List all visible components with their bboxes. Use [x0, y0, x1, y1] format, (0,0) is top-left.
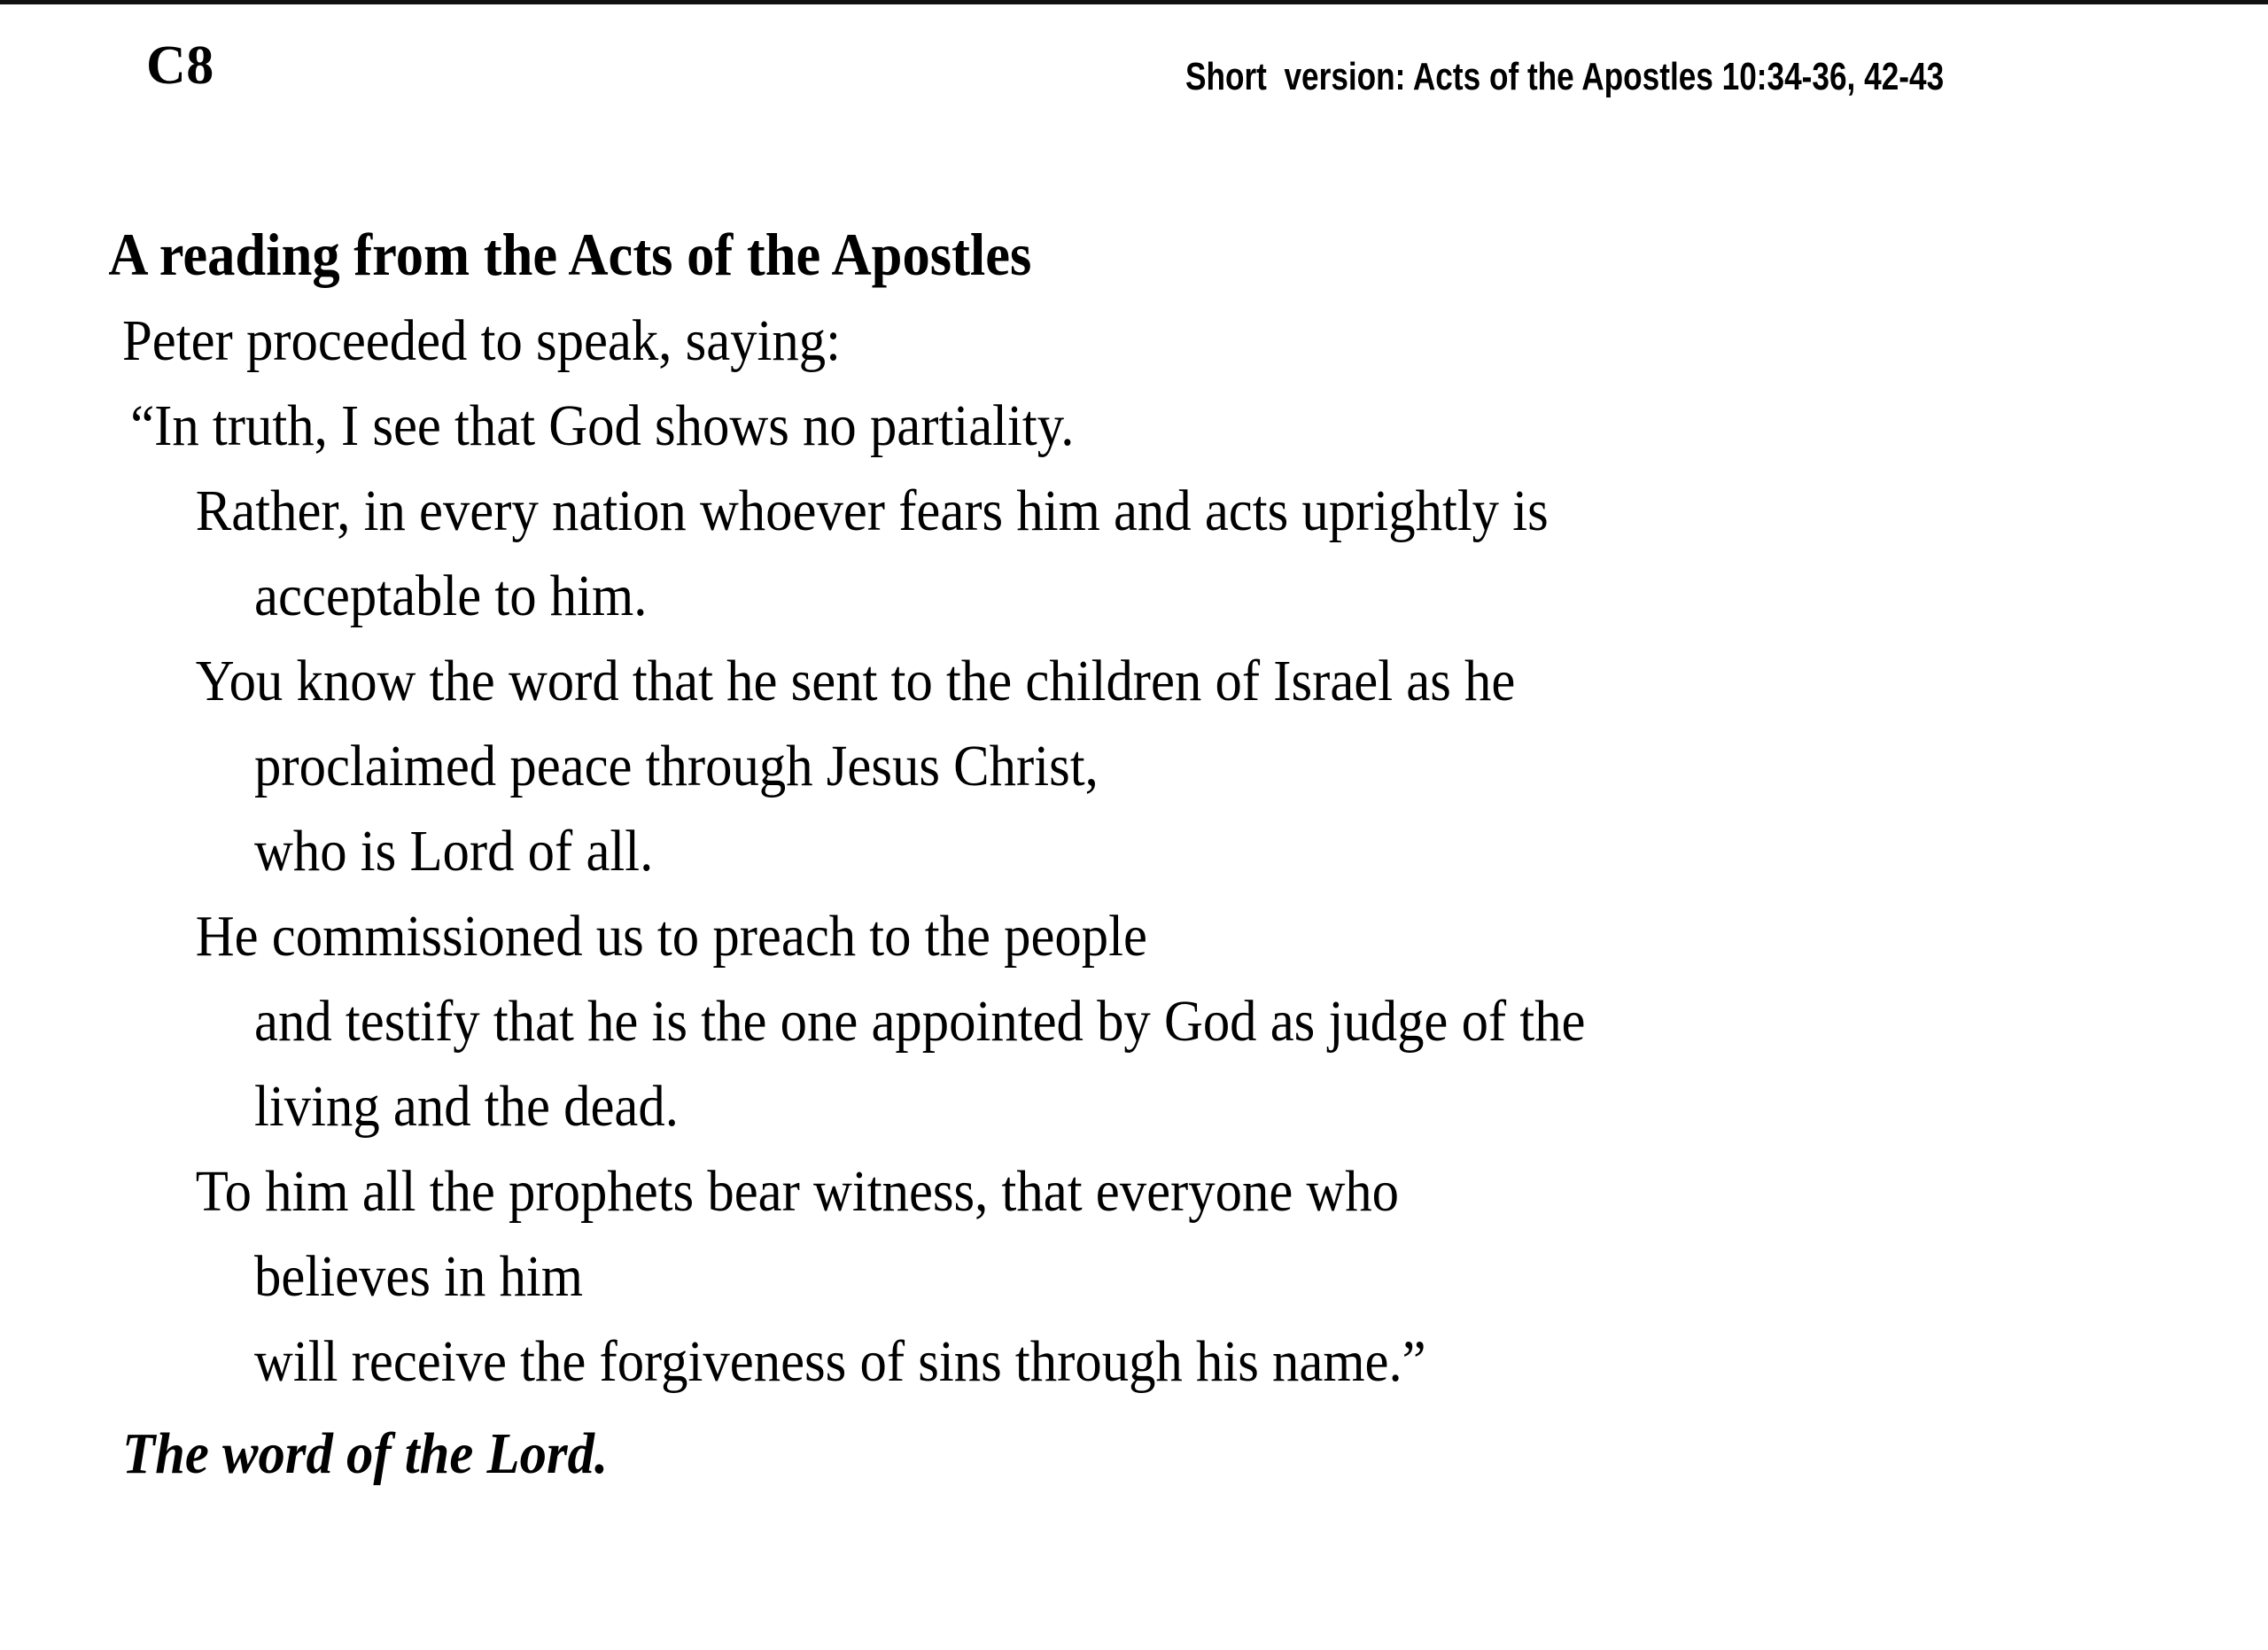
reading-lines-container: [0, 299, 2268, 1405]
reading-body: [0, 210, 2268, 1497]
reading-line: You know the word that he sent to the children of Israel as he: [195, 649, 1516, 713]
reading-line: proclaimed peace through Jesus Christ,: [254, 734, 1099, 798]
reading-line: He commissioned us to preach to the people: [195, 904, 1147, 969]
reading-line: “In truth, I see that God shows no partiality.: [130, 393, 1075, 458]
reading-line: believes in him: [254, 1244, 584, 1309]
reading-line: and testify that he is the one appointed by God as judge of the: [254, 989, 1586, 1054]
reading-line: Peter proceeded to speak, saying:: [122, 308, 842, 373]
reading-title: A reading from the Acts of the Apostles: [108, 221, 1032, 288]
reading-line: who is Lord of all.: [254, 819, 654, 883]
slide-header: [0, 35, 2268, 109]
reading-line: living and the dead.: [254, 1074, 679, 1139]
reading-line: To him all the prophets bear witness, that everyone who: [195, 1159, 1400, 1224]
reading-line: acceptable to him.: [254, 564, 648, 628]
reading-closing-acclamation: The word of the Lord.: [122, 1421, 609, 1486]
scripture-reference-label: Short version: Acts of the Apostles 10:34-36, 42-43: [1185, 55, 1945, 98]
reading-line: Rather, in every nation whoever fears him and acts uprightly is: [195, 479, 1549, 543]
reading-line: will receive the forgiveness of sins through his name.”: [254, 1329, 1426, 1394]
slide-code-label: C8: [146, 35, 214, 96]
